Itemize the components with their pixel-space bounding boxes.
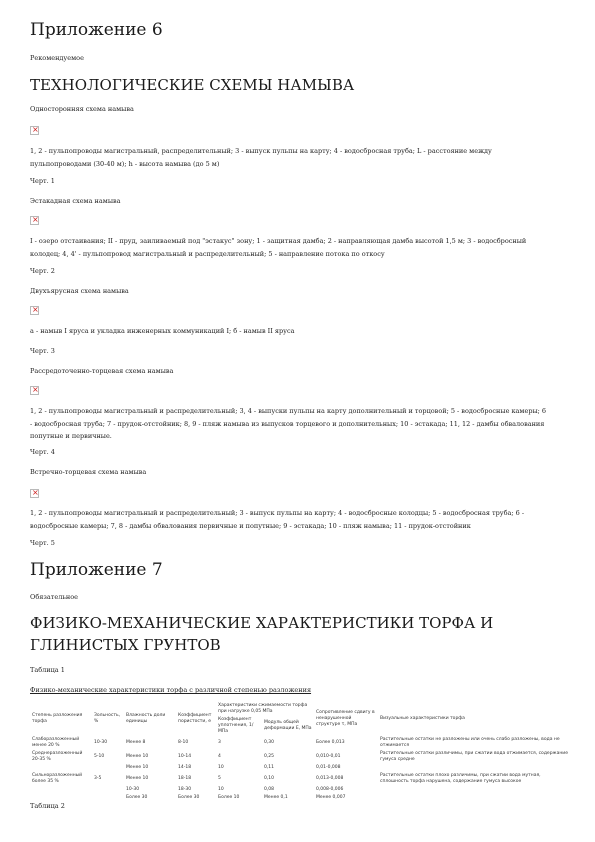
- table-header-cell: Характеристики сжимаемости торфа при нагрузке 0,05 МПа: [218, 703, 308, 714]
- table-cell: 3-5: [94, 776, 102, 781]
- table-cell: Растительные остатки плохо различимы, при сжатии вода мутная, сплошность торфа нарушена, содержание гумуса высокое: [380, 773, 541, 784]
- appendix-7-title: ФИЗИКО-МЕХАНИЧЕСКИЕ ХАРАКТЕРИСТИКИ ТОРФА И ГЛИНИСТЫХ ГРУНТОВ: [30, 614, 494, 654]
- table-cell: Растительные остатки различимы, при сжатии вода отжимается, содержание гумуса средне: [380, 751, 568, 762]
- table-header-cell: Степень разложения торфа: [32, 713, 83, 724]
- scheme-1-caption: Односторонняя схема намыва: [30, 105, 134, 113]
- broken-image-icon[interactable]: ×: [32, 215, 39, 224]
- table-cell: Менее 0,1: [264, 795, 288, 800]
- table-header-row: [30, 702, 570, 716]
- table-cell: 3: [218, 740, 221, 745]
- broken-image-icon[interactable]: ×: [32, 305, 39, 314]
- scheme-2-figure-label: Черт. 2: [30, 267, 55, 275]
- table-1-title: Физико-механические характеристики торфа с различной степенью разложения: [30, 686, 312, 694]
- table-cell: 4: [218, 754, 221, 759]
- table-row: [30, 764, 570, 772]
- table-cell: Сильноразложенный более 35 %: [32, 773, 83, 784]
- table-row: [30, 750, 570, 764]
- table-cell: 0,25: [264, 754, 275, 759]
- table-cell: Более 30: [126, 795, 148, 800]
- table-cell: 18-18: [178, 776, 192, 781]
- table-cell: 0,08: [264, 787, 275, 792]
- table-cell: Более 0,013: [316, 740, 345, 745]
- broken-image-icon[interactable]: ×: [32, 125, 39, 134]
- table-cell: 5-10: [94, 754, 105, 759]
- table-cell: [30, 786, 92, 794]
- table-cell: 0,01-0,008: [316, 765, 341, 770]
- table-header-cell: Модуль общей деформации E, МПа: [264, 720, 312, 731]
- table-header-cell: Коэффициент уплотнения, 1/МПа: [218, 717, 254, 734]
- table-cell: Растительные остатки не разложены или очень слабо разложены, вода не отжимается: [380, 737, 560, 748]
- table-cell: 0,008-0,006: [316, 787, 344, 792]
- table-cell: Менее 10: [126, 754, 149, 759]
- table-cell: 14-18: [178, 765, 192, 770]
- table-cell: 0,11: [264, 765, 275, 770]
- table-header-cell: Зольность, %: [94, 713, 121, 724]
- table-cell: [92, 786, 124, 794]
- table-cell: 5: [218, 776, 221, 781]
- table-cell: Менее 0,007: [316, 795, 346, 800]
- table-header-cell: Влажность доли единицы: [126, 713, 166, 724]
- broken-image-icon[interactable]: ×: [32, 385, 39, 394]
- scheme-1-legend: 1, 2 - пульпопроводы магистральный, распределительный; 3 - выпуск пульпы на карту; 4 - водосбросная труба; L - расстояние между пульпопроводами (30-40 м); h - высота намыва (до 5 м): [30, 147, 492, 168]
- table-2-label: Таблица 2: [30, 802, 65, 810]
- table-cell: 8-10: [178, 740, 189, 745]
- table-row: [30, 794, 570, 802]
- table-cell: 18-30: [178, 787, 192, 792]
- appendix-7-heading: Приложение 7: [30, 560, 163, 580]
- scheme-4-caption: Рассредоточенно-торцевая схема намыва: [30, 367, 174, 375]
- table-cell: 0,010-0,01: [316, 754, 341, 759]
- scheme-4-legend: 1, 2 - пульпопроводы магистральный и распределительный; 3, 4 - выпуски пульпы на карту дополнительный и торцовой; 5 - водосбросные камеры; 6 - водосбросная труба; 7 - прудок-отстойник; 8, 9 - пляж намыва из выпусков торцевого и дополнительных; 10 - эстакада; 11, 12 - дамбы обвалования попутные и первичные.: [30, 407, 547, 440]
- table-1: [30, 702, 570, 802]
- table-header-cell: Коэффициент пористости, e: [178, 713, 212, 724]
- scheme-5-legend: 1, 2 - пульпопроводы магистральный и распределительный; 3 - выпуск пульпы на карту; 4 - водосбросные колодцы; 5 - водосбросная труба; 6 - водосбросные камеры; 7, 8 - дамбы обвалования первичные и попутные; 9 - эстакада; 10 - пляж намыва; 11 - прудок-отстойник: [30, 509, 525, 530]
- table-cell: Менее 10: [126, 765, 149, 770]
- table-header-cell: Сопротивление сдвигу в ненарушенной структуре τ, МПа: [316, 710, 375, 727]
- table-cell: Слаборазложенный менее 20 %: [32, 737, 80, 748]
- table-cell: Более 10: [218, 795, 240, 800]
- table-row: [30, 786, 570, 794]
- table-cell: [92, 794, 124, 802]
- scheme-3-figure-label: Черт. 3: [30, 347, 55, 355]
- table-cell: Более 30: [178, 795, 200, 800]
- scheme-3-caption: Двухъярусная схема намыва: [30, 287, 129, 295]
- scheme-3-legend: а - намыв I яруса и укладка инженерных коммуникаций I; б - намыв II яруса: [30, 327, 295, 335]
- table-cell: Среднеразложенный 20-35 %: [32, 751, 83, 762]
- table-cell: [92, 764, 124, 772]
- table-cell: 10-30: [94, 740, 108, 745]
- table-cell: [378, 764, 570, 772]
- appendix-6-heading: Приложение 6: [30, 20, 163, 40]
- table-row: [30, 772, 570, 786]
- appendix-6-status: Рекомендуемое: [30, 54, 84, 62]
- table-cell: Менее 8: [126, 740, 146, 745]
- table-cell: 10: [218, 765, 224, 770]
- scheme-5-caption: Встречно-торцевая схема намыва: [30, 468, 147, 476]
- broken-image-icon[interactable]: ×: [32, 488, 39, 497]
- table-cell: [30, 764, 92, 772]
- table-header-cell: Визуальные характеристики торфа: [380, 716, 465, 721]
- scheme-2-legend: I - озеро отстаивания; II - пруд, заиливаемый под "эстакус" зону; 1 - защитная дамба; 2 - направляющая дамба высотой 1,5 м; 3 - водосбросный колодец; 4, 4' - пульпопровод магистральный и распределительный; 5 - направление потока по откосу: [30, 237, 527, 258]
- appendix-7-status: Обязательное: [30, 593, 78, 601]
- scheme-5-figure-label: Черт. 5: [30, 539, 55, 547]
- table-cell: 10-14: [178, 754, 192, 759]
- table-1-body: [30, 736, 570, 802]
- table-cell: [378, 794, 570, 802]
- table-cell: [378, 786, 570, 794]
- table-cell: Менее 10: [126, 776, 149, 781]
- table-cell: 0,013-0,008: [316, 776, 344, 781]
- scheme-1-figure-label: Черт. 1: [30, 177, 55, 185]
- table-cell: 0,10: [264, 776, 275, 781]
- table-cell: 10: [218, 787, 224, 792]
- table-cell: 0,30: [264, 740, 275, 745]
- table-1-label: Таблица 1: [30, 666, 65, 674]
- scheme-4-figure-label: Черт. 4: [30, 448, 55, 456]
- table-cell: 10-30: [126, 787, 140, 792]
- scheme-2-caption: Эстакадная схема намыва: [30, 197, 121, 205]
- table-row: [30, 736, 570, 750]
- appendix-6-title: ТЕХНОЛОГИЧЕСКИЕ СХЕМЫ НАМЫВА: [30, 76, 355, 94]
